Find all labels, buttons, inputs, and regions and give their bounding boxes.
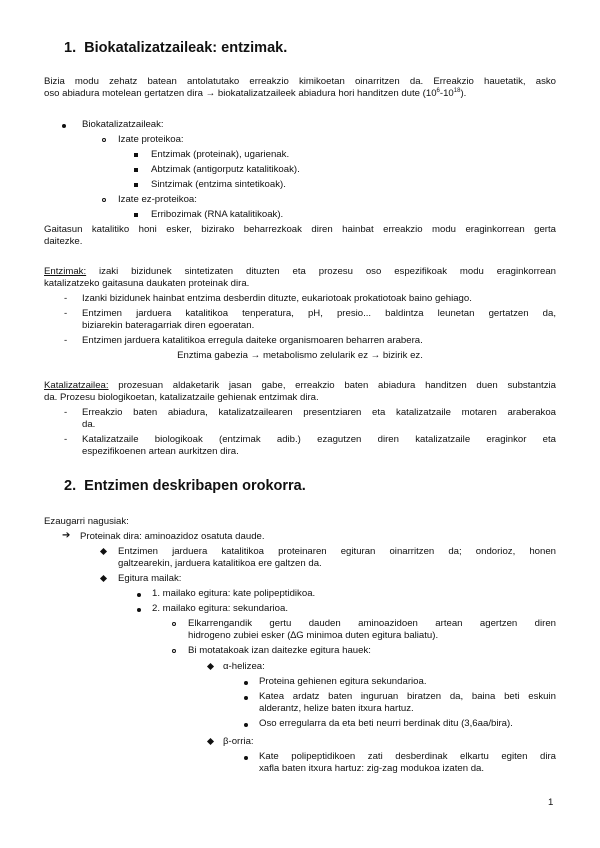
entzimak-point: Entzimen jarduera katalitikoa erregula daiteke organismoaren beharren arabera. <box>82 335 423 346</box>
alpha-helix-item-continued: alderantz, helize baten itxura hartuz. <box>259 703 414 714</box>
dash-bullet-icon: - <box>64 335 68 346</box>
section-1-title: Biokatalizatzaileak: entzimak. <box>84 40 288 56</box>
alpha-helix-item: Proteina gehienen egitura sekundarioa. <box>259 676 427 687</box>
nonprotein-item: Erribozimak (RNA katalitikoak). <box>151 209 284 220</box>
katalizatzailea-point: Erreakzio baten abiadura, katalizatzailearen presentziaren eta katalizatzaile motaren araberakoa <box>82 407 556 418</box>
structure-levels-label: Egitura mailak: <box>118 573 182 584</box>
two-types-label: Bi motatakoak izan daitezke egitura hauek: <box>188 645 371 656</box>
square-bullet-icon <box>134 213 138 217</box>
structure-basis-line-1: Entzimen jarduera katalitikoa proteinaren egituran oinarritzen da; ondorioz, honen <box>118 546 556 557</box>
diamond-bullet-icon <box>100 575 107 582</box>
section-1-heading <box>64 40 287 56</box>
bullet-dot-icon <box>244 756 248 760</box>
intro-line-2-end: ). <box>460 88 467 99</box>
dash-bullet-icon: - <box>64 407 68 418</box>
dash-bullet-icon: - <box>64 293 68 304</box>
section-2-title: Entzimen deskribapen orokorra. <box>84 478 306 494</box>
nonprotein-label: Izate ez-proteikoa: <box>118 194 197 205</box>
katalizatzailea-definition-text: prozesuan aldaketarik jasan gabe, erreakzio baten abiadura handitzen duen substantzia <box>118 380 556 391</box>
protein-item: Entzimak (proteinak), ugarienak. <box>151 149 290 160</box>
circle-bullet-icon <box>102 198 106 202</box>
after-list-line-2: daitezke. <box>44 236 83 247</box>
intro-line-2-text: oso abiadura motelean gertatzen dira → biokatalizatzaileek abiadura hori handitzen dute (10 <box>44 88 437 99</box>
entzimak-term: Entzimak: <box>44 266 87 277</box>
biocatalyst-label: Biokatalizatzaileak: <box>82 119 164 130</box>
bullet-dot-icon <box>244 696 248 700</box>
entzimak-point: Izanki bizidunek hainbat entzima desberdin dituzte, eukariotoak prokatiotoak baino gehiago. <box>82 293 472 304</box>
bullet-dot-icon <box>137 608 141 612</box>
alpha-helix-item: Oso erregularra da eta beti neurri berdinak ditu (3,6aa/bira). <box>259 718 513 729</box>
katalizatzailea-point-continued: espezifikoenen artean aurkitzen dira. <box>82 446 239 457</box>
entzimak-definition-line-2: katalizatzeko gaitasuna daukaten proteinak dira. <box>44 278 250 289</box>
protein-item: Abtzimak (antigorputz katalitikoak). <box>151 164 300 175</box>
katalizatzailea-point-continued: da. <box>82 419 96 430</box>
structure-basis-line-2: galtzearekin, jarduera katalitikoa ere galtzen da. <box>118 558 322 569</box>
exponent-2: 18 <box>453 87 461 94</box>
beta-sheet-item-continued: xafla baten itxura hartuz: zig-zag modukoa izaten da. <box>259 763 485 774</box>
square-bullet-icon <box>134 168 138 172</box>
square-bullet-icon <box>134 153 138 157</box>
circle-bullet-icon <box>172 649 176 653</box>
structure-level-1: 1. mailako egitura: kate polipeptidikoa. <box>152 588 316 599</box>
section-2-number: 2. <box>64 478 77 494</box>
exponent-1: 6 <box>436 87 440 94</box>
bullet-dot-icon <box>62 124 66 128</box>
centered-statement: Enztima gabezia → metabolismo zelularik ez → bizirik ez. <box>177 350 423 361</box>
protein-label: Izate proteikoa: <box>118 134 184 145</box>
dash-bullet-icon: - <box>64 308 68 319</box>
katalizatzailea-term: Katalizatzailea: <box>44 380 109 391</box>
diamond-bullet-icon <box>100 548 107 555</box>
arrow-bullet-icon: ➔ <box>62 530 71 541</box>
page-number: 1 <box>548 797 554 808</box>
katalizatzailea-definition-line-2: da. Prozesu biologikoetan, katalizatzaile gehienak entzimak dira. <box>44 392 319 403</box>
katalizatzailea-point: Katalizatzaile biologikoak (entzimak adib.) ezagutzen diren katalizatzaile eraginkor eta <box>82 434 556 445</box>
beta-sheet-item: Kate polipeptidikoen zati desberdinak elkartu egiten dira <box>259 751 556 762</box>
bullet-dot-icon <box>244 681 248 685</box>
alpha-helix-label: α-helizea: <box>223 661 265 672</box>
section-2-heading <box>64 478 306 494</box>
hydrogen-bond-line-1: Elkarrengandik gertu dauden aminoazidoen artean agertzen diren <box>188 618 556 629</box>
after-list-line-1: Gaitasun katalitiko honi esker, bizirako beharrezkoak diren hainbat erreakzio modu eraginkorrean gerta <box>44 224 556 235</box>
intro-line-1: Bizia modu zehatz batean antolatutako erreakzio kimikoetan oinarritzen da. Erreakzio hauetatik, asko <box>44 76 556 87</box>
bullet-dot-icon <box>244 723 248 727</box>
entzimak-point-continued: biziarekin bateragarriak diren egoeratan. <box>82 320 255 331</box>
diamond-bullet-icon <box>207 738 214 745</box>
circle-bullet-icon <box>102 138 106 142</box>
intro-line-2-mid: -10 <box>439 88 454 99</box>
protein-item: Sintzimak (entzima sintetikoak). <box>151 179 286 190</box>
entzimak-definition-text: izaki bizidunek sintetizaten dituzten eta prozesu oso espezifikoak modu eraginkorrean <box>99 266 556 277</box>
katalizatzailea-definition-line-1 <box>44 380 556 392</box>
bullet-dot-icon <box>137 593 141 597</box>
entzimak-definition-line-1 <box>44 266 556 278</box>
features-label: Ezaugarri nagusiak: <box>44 516 129 527</box>
hydrogen-bond-line-2: hidrogeno zubiei esker (∆G minimoa duten egitura baliatu). <box>188 630 439 641</box>
alpha-helix-item: Katea ardatz baten inguruan biratzen da, baina beti eskuin <box>259 691 556 702</box>
structure-level-2: 2. mailako egitura: sekundarioa. <box>152 603 288 614</box>
square-bullet-icon <box>134 183 138 187</box>
dash-bullet-icon: - <box>64 434 68 445</box>
entzimak-point: Entzimen jarduera katalitikoa tenperatura, pH, presio... baldintza leunetan gertatzen da, <box>82 308 556 319</box>
intro-line-2 <box>44 88 466 100</box>
protein-statement: Proteinak dira: aminoazidoz osatuta daude. <box>80 531 265 542</box>
circle-bullet-icon <box>172 622 176 626</box>
beta-sheet-label: β-orria: <box>223 736 254 747</box>
section-1-number: 1. <box>64 40 77 56</box>
diamond-bullet-icon <box>207 663 214 670</box>
